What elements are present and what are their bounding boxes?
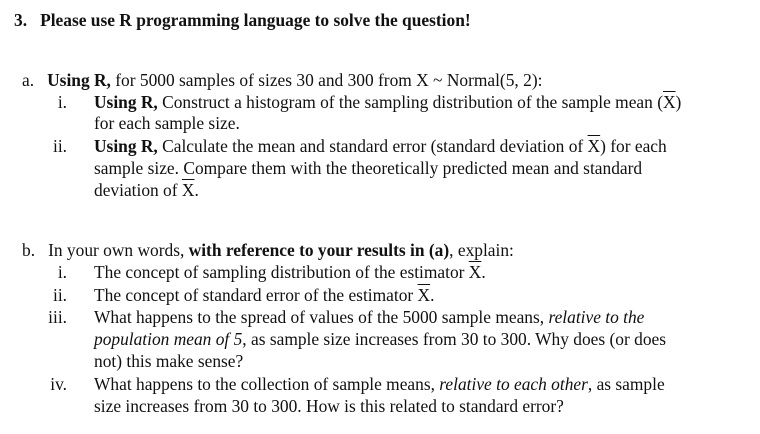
question-title-text: Please use R programming language to solve the question! [40,10,471,30]
x-bar-symbol: $\overline{X}$ [662,92,676,112]
x-bar-symbol: $\overline{X}$ [181,180,195,200]
part-a-item-2-line-2: sample size. Compare them with the theoretically predicted mean and standard [94,158,643,178]
part-a-item-2-line-3: deviation of $\overline{X}$. [94,180,199,200]
question-title [14,10,471,30]
part-b-label: b. [22,240,36,260]
part-b-intro-bold: with reference to your results in (a) [188,240,450,260]
part-b-item-1-text: The concept of sampling distribution of the estimator $\overline{X}$. [94,262,486,282]
part-b-item-3-line-1: What happens to the spread of values of the 5000 sample means, relative to the [94,307,645,327]
part-a-item-1-number: i. [57,92,67,112]
part-b-intro: b. In your own words, with reference to your results in (a), explain: [22,240,514,260]
part-a-intro-bold: Using R, [47,70,111,90]
question-number: 3. [14,10,28,30]
part-a-item-2-line-1: Using R, Calculate the mean and standard error (standard deviation of $\overline{X}$) for each [94,136,667,156]
part-b-item-3-number: iii. [48,307,67,327]
part-a-item-1-line-1: Using R, Construct a histogram of the sampling distribution of the sample mean $(\overline{X})$ [94,92,682,112]
part-b-item-1-number: i. [57,262,67,282]
part-b-item-4-number: iv. [50,374,67,394]
part-a-intro [22,70,542,90]
x-bar-symbol: $\overline{X}$ [468,262,482,282]
part-b-item-3-line-2: population mean of 5, as sample size increases from 30 to 300. Why does (or does [94,329,667,349]
part-a-item-2-number: ii. [52,136,67,156]
part-b-item-4-line-2: size increases from 30 to 300. How is this related to standard error? [94,396,564,416]
part-b-item-2-text: The concept of standard error of the estimator $\overline{X}$. [94,285,435,305]
part-a-label: a. [22,70,35,90]
part-b-item-3-line-3: not) this make sense? [94,351,244,371]
part-b-item-4-line-1: What happens to the collection of sample means, relative to each other, as sample [94,374,665,394]
part-b-item-2-number: ii. [52,285,67,305]
part-a-item-1-line-2: for each sample size. [94,113,240,133]
part-a-intro-text: for 5000 samples of sizes 30 and 300 from X ~ Normal(5, 2): [110,70,543,90]
x-bar-symbol: $\overline{X}$ [417,285,431,305]
x-bar-symbol: $\overline{X}$ [587,136,601,156]
